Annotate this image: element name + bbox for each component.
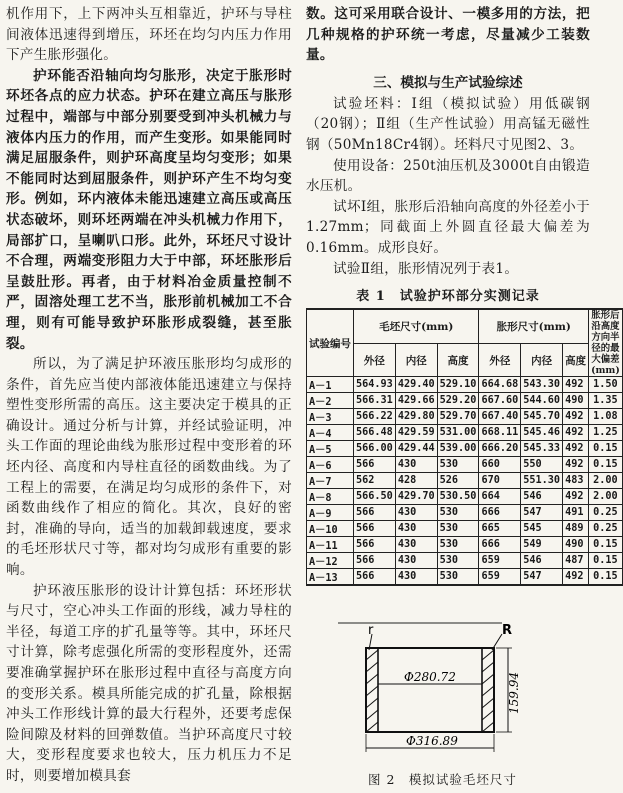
table-cell: 545.46 [521, 425, 563, 441]
table-cell: 492 [563, 457, 589, 473]
table-cell: 530.50 [437, 489, 479, 505]
paragraph: 试验Ⅱ组，胀形情况列于表1。 [333, 260, 519, 277]
label-r-small: r [368, 623, 374, 638]
table-cell: A－13 [307, 569, 354, 586]
table-cell: 660 [479, 457, 521, 473]
table-cell: 562 [354, 473, 396, 489]
table-cell: 659 [479, 553, 521, 569]
table-cell: 670 [479, 473, 521, 489]
table-cell: 564.93 [354, 377, 396, 393]
table-row [307, 393, 623, 409]
table-cell: A－6 [307, 457, 354, 473]
table-row [307, 457, 623, 473]
table-cell: 430 [395, 553, 437, 569]
paragraph: 机作用下，上下两冲头互相靠近，护环与导柱间液体迅速得到增压，环坯在均匀内压力作用下产生胀形强化。 [6, 6, 292, 64]
table-cell: 492 [563, 377, 589, 393]
table-cell: A－11 [307, 537, 354, 553]
col-header-inner: 内径 [521, 343, 563, 376]
table-cell: A－10 [307, 521, 354, 537]
table-cell: 489 [563, 521, 589, 537]
table-cell: 0.25 [589, 505, 623, 521]
table-cell: 429.70 [395, 489, 437, 505]
table-row [307, 537, 623, 553]
table-row [307, 473, 623, 489]
table-cell: 430 [395, 457, 437, 473]
table-cell: 547 [521, 569, 563, 586]
col-header-height: 高度 [437, 343, 479, 376]
table-cell: 666.20 [479, 441, 521, 457]
table-cell: A－5 [307, 441, 354, 457]
table-cell: 529.70 [437, 409, 479, 425]
col-header-height: 高度 [563, 343, 589, 376]
col-header-inner: 内径 [395, 343, 437, 376]
table-cell: 430 [395, 521, 437, 537]
table-caption: 表 1 试验护环部分实测记录 [356, 289, 540, 305]
section-title: 三、模拟与生产试验综述 [373, 74, 523, 91]
table-cell: A－7 [307, 473, 354, 489]
table-row [307, 409, 623, 425]
table-cell: 551.30 [521, 473, 563, 489]
table-cell: 490 [563, 537, 589, 553]
table-cell: 544.60 [521, 393, 563, 409]
table-cell: 529.10 [437, 377, 479, 393]
table-cell: 430 [395, 569, 437, 586]
table-cell: A－9 [307, 505, 354, 521]
table-cell: A－2 [307, 393, 354, 409]
table-cell: 530 [437, 505, 479, 521]
table-cell: 492 [563, 489, 589, 505]
table-cell: 566 [354, 521, 396, 537]
table-cell: 530 [437, 569, 479, 586]
table-cell: 0.15 [589, 457, 623, 473]
table-cell: 492 [563, 441, 589, 457]
table-cell: 566 [354, 553, 396, 569]
table-cell: 1.50 [589, 377, 623, 393]
leader-line-R [492, 634, 502, 650]
table-cell: 487 [563, 553, 589, 569]
table-cell: 665 [479, 521, 521, 537]
table-cell: 2.00 [589, 473, 623, 489]
table-cell: 566.22 [354, 409, 396, 425]
table-cell: 566.48 [354, 425, 396, 441]
figure-2-blank-drawing [336, 620, 520, 770]
col-header-outer: 外径 [479, 343, 521, 376]
table-cell: 491 [563, 505, 589, 521]
table-cell: 667.40 [479, 409, 521, 425]
hatching-right [482, 650, 494, 732]
table-cell: 529.20 [437, 393, 479, 409]
outer-dim-label: Φ316.89 [406, 734, 458, 748]
table-cell: 566.00 [354, 441, 396, 457]
table-cell: 539.00 [437, 441, 479, 457]
table-cell: 547 [521, 505, 563, 521]
table-cell: 549 [521, 537, 563, 553]
table-row [307, 569, 623, 586]
table-cell: A－1 [307, 377, 354, 393]
table-cell: 545.33 [521, 441, 563, 457]
table-cell: 667.60 [479, 393, 521, 409]
inner-dim-label: Φ280.72 [404, 670, 456, 684]
paragraph: 试坏Ⅰ组，胀形后沿轴向高度的外径差小于1.27mm；同截面上外圆直径最大偏差为0.16mm。成形良好。 [306, 198, 590, 256]
table-cell: 566.31 [354, 393, 396, 409]
table-row [307, 441, 623, 457]
table-cell: 550 [521, 457, 563, 473]
table-cell: 490 [563, 393, 589, 409]
table-cell: 566 [354, 569, 396, 586]
table-cell: 0.15 [589, 441, 623, 457]
table-cell: 566.50 [354, 489, 396, 505]
table-row [307, 377, 623, 393]
table-row [307, 553, 623, 569]
table-cell: 1.35 [589, 393, 623, 409]
table-cell: 546 [521, 553, 563, 569]
table-cell: A－12 [307, 553, 354, 569]
table-cell: 492 [563, 409, 589, 425]
table-cell: 492 [563, 425, 589, 441]
table-cell: 531.00 [437, 425, 479, 441]
height-dim-label: 159.94 [507, 672, 521, 714]
table-cell: A－8 [307, 489, 354, 505]
table-cell: 666 [479, 537, 521, 553]
figure-caption: 图 2 模拟试验毛坯尺寸 [368, 772, 517, 787]
table-cell: 2.00 [589, 489, 623, 505]
table-cell: 429.80 [395, 409, 437, 425]
table-cell: 659 [479, 569, 521, 586]
table-cell: 546 [521, 489, 563, 505]
table-cell: 0.25 [589, 521, 623, 537]
table-cell: 0.15 [589, 569, 623, 586]
hatching-left [366, 650, 378, 732]
paragraph: 护环能否沿轴向均匀胀形，决定于胀形时环坯各点的应力状态。护环在建立高压与胀形过程中，端部与中部分别要受到冲头机械力与液体内压力的作用，而产生变形。如果能同时满足屈服条件，则护环高度呈均匀变形；如果不能同时达到屈服条件，则护环产生不均匀变形。例如，环内液体未能迅速建立高压或高压状态破坏，则环坯两端在冲头机械力作用下，局部扩口，呈喇叭口形。此外，环坯尺寸设计不合理，两端变形阻力大于中部，环坯胀形后呈鼓肚形。再者，由于材料冶金质量控制不严，固溶处理工艺不当，胀形前机械加工不合理，则有可能导致护环胀形成裂缝，甚至胀裂。 [6, 67, 292, 352]
table-cell: 668.11 [479, 425, 521, 441]
table-cell: 545.70 [521, 409, 563, 425]
table-cell: 483 [563, 473, 589, 489]
table-cell: 566 [354, 457, 396, 473]
label-r-big: R [502, 623, 513, 638]
table-row [307, 521, 623, 537]
left-column [6, 4, 292, 787]
col-header-deviation: 胀形后沿高度方向半径的最大偏差(mm) [589, 309, 623, 377]
table-cell: 1.08 [589, 409, 623, 425]
table-cell: 566 [354, 505, 396, 521]
table-cell: 428 [395, 473, 437, 489]
table-cell: 429.40 [395, 377, 437, 393]
paragraph: 使用设备：250t油压机及3000t自由锻造水压机。 [306, 157, 590, 195]
table-row [307, 505, 623, 521]
table-cell: 430 [395, 505, 437, 521]
col-header-formed: 胀形尺寸(mm) [479, 309, 589, 343]
ring-outer-outline [366, 648, 494, 732]
table-cell: 429.44 [395, 441, 437, 457]
paragraph: 数。这可采用联合设计、一模多用的方法，把几种规格的护环统一考虑，尽量减少工装数量。 [306, 6, 590, 64]
table-row [307, 425, 623, 441]
table-cell: 664 [479, 489, 521, 505]
table-cell: 526 [437, 473, 479, 489]
table-cell: 664.68 [479, 377, 521, 393]
table-cell: 543.30 [521, 377, 563, 393]
ring-inner-outline [378, 648, 482, 732]
right-column [306, 4, 620, 586]
table-cell: 566 [354, 537, 396, 553]
table-cell: 430 [395, 537, 437, 553]
col-header-outer: 外径 [354, 343, 396, 376]
table-cell: A－3 [307, 409, 354, 425]
table-cell: 0.15 [589, 537, 623, 553]
table-cell: 530 [437, 537, 479, 553]
table-cell: 530 [437, 521, 479, 537]
col-header-no: 试验编号 [307, 309, 354, 377]
table-cell: 429.59 [395, 425, 437, 441]
data-table [306, 308, 623, 586]
table-cell: 1.25 [589, 425, 623, 441]
paragraph: 试验坯料：Ⅰ组（模拟试验）用低碳钢（20钢）；Ⅱ组（生产性试验）用高锰无磁性钢（50Mn18Cr4钢）。坯料尺寸见图2、3。 [306, 95, 590, 153]
table-cell: 545 [521, 521, 563, 537]
table-cell: 429.66 [395, 393, 437, 409]
col-header-blank: 毛坯尺寸(mm) [354, 309, 479, 343]
table-cell: 0.15 [589, 553, 623, 569]
table-row [307, 489, 623, 505]
table-cell: 492 [563, 569, 589, 586]
table-cell: 530 [437, 553, 479, 569]
table-cell: 666 [479, 505, 521, 521]
paragraph: 护环液压胀形的设计计算包括：环坯形状与尺寸，空心冲头工作面的形线，减力导柱的半径，每道工序的扩孔量等等。其中，环坯尺寸计算，除考虑强化所需的变形程度外，还需要准确掌握护环在胀形过程中直径与高度方向的变形关系。模具所能完成的扩孔量，除根据冲头工作形线计算的最大行程外，还要考虑保险间隙及材料的回弹数值。当护环高度尺寸较大，变形程度要求也较大，压力机压力不足时，则要增加模具套 [6, 582, 292, 784]
table-cell: A－4 [307, 425, 354, 441]
table-cell: 530 [437, 457, 479, 473]
paragraph: 所以，为了满足护环液压胀形均匀成形的条件，首先应当使内部液体能迅速建立与保持塑性变形所需的高压。这主要决定于模具的正确设计。通过分析与计算，并经试验证明，冲头工作面的理论曲线为胀形过程中变形着的环坯内径、高度和内导柱直径的函数曲线。为了工程上的需要，在满足均匀成形的条件下，对函数曲线作了相应的简化。其次，良好的密封，准确的导向，适当的加载卸载速度，要求的毛坯形状尺寸等，都对均匀成形有重要的影响。 [6, 356, 292, 579]
